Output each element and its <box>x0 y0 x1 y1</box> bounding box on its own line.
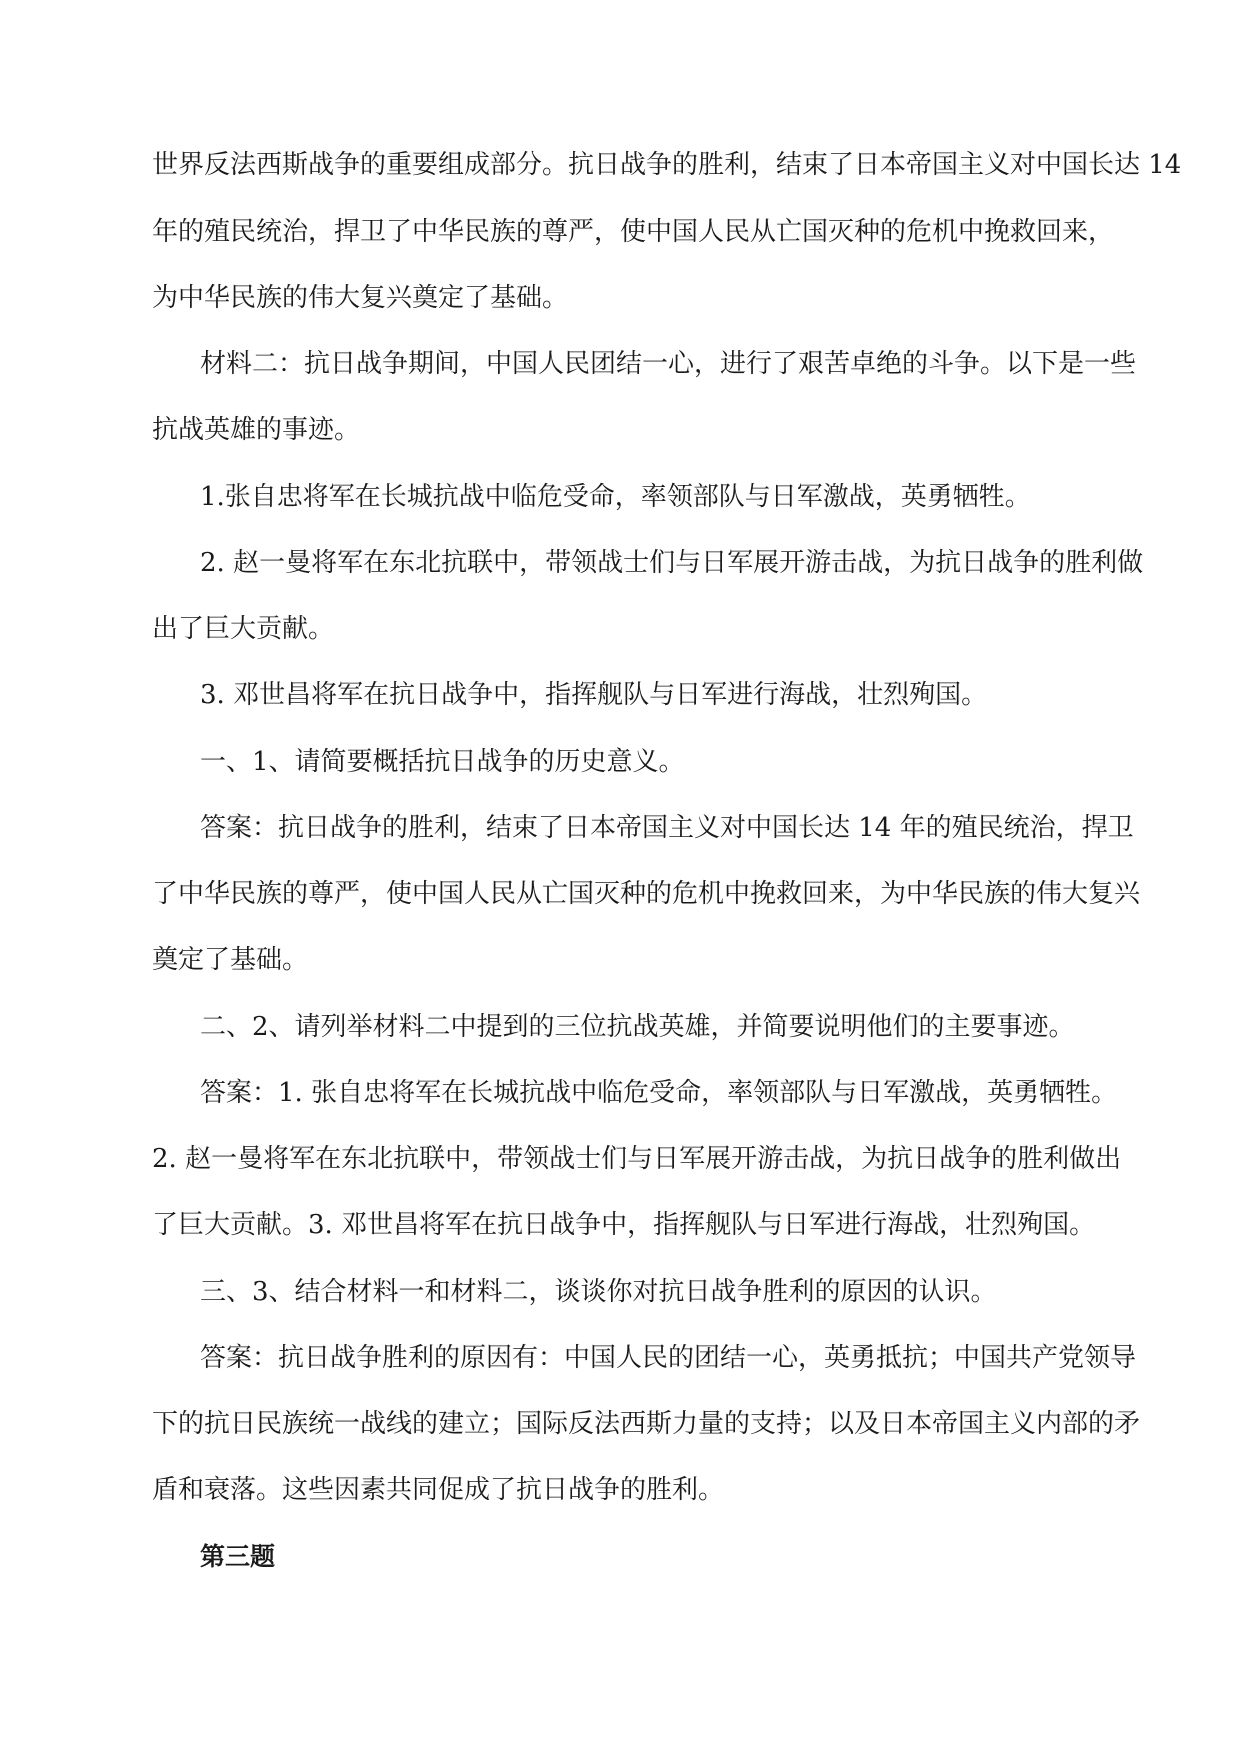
text-line: 出了巨大贡献。 <box>152 614 335 644</box>
hero-item-2: 2. 赵一曼将军在东北抗联中，带领战士们与日军展开游击战，为抗日战争的胜利做 <box>200 548 1144 578</box>
material-two-line: 材料二：抗日战争期间，中国人民团结一心，进行了艰苦卓绝的斗争。以下是一些 <box>200 349 1137 379</box>
section-heading: 第三题 <box>200 1542 276 1571</box>
text-line: 奠定了基础。 <box>152 945 309 975</box>
hero-item-1: 1.张自忠将军在长城抗战中临危受命，率领部队与日军激战，英勇牺牲。 <box>200 482 1031 512</box>
text-line: 抗战英雄的事迹。 <box>152 415 361 445</box>
question-3: 三、3、结合材料一和材料二，谈谈你对抗日战争胜利的原因的认识。 <box>200 1277 997 1307</box>
question-2: 二、2、请列举材料二中提到的三位抗战英雄，并简要说明他们的主要事迹。 <box>200 1012 1075 1042</box>
question-1: 一、1、请简要概括抗日战争的历史意义。 <box>200 747 685 777</box>
text-line: 世界反法西斯战争的重要组成部分。抗日战争的胜利，结束了日本帝国主义对中国长达 14 <box>152 150 1182 180</box>
text-line: 了巨大贡献。3. 邓世昌将军在抗日战争中，指挥舰队与日军进行海战，壮烈殉国。 <box>152 1210 1096 1240</box>
text-line: 为中华民族的伟大复兴奠定了基础。 <box>152 283 569 313</box>
text-line: 年的殖民统治，捍卫了中华民族的尊严，使中国人民从亡国灭种的危机中挽救回来， <box>152 217 1115 247</box>
text-line: 下的抗日民族统一战线的建立；国际反法西斯力量的支持；以及日本帝国主义内部的矛 <box>152 1409 1141 1439</box>
answer-1: 答案：抗日战争的胜利，结束了日本帝国主义对中国长达 14 年的殖民统治，捍卫 <box>200 813 1134 843</box>
answer-2: 答案：1. 张自忠将军在长城抗战中临危受命，率领部队与日军激战，英勇牺牲。 <box>200 1078 1118 1108</box>
answer-3: 答案：抗日战争胜利的原因有：中国人民的团结一心，英勇抵抗；中国共产党领导 <box>200 1343 1137 1373</box>
text-line: 盾和衰落。这些因素共同促成了抗日战争的胜利。 <box>152 1475 725 1505</box>
hero-item-3: 3. 邓世昌将军在抗日战争中，指挥舰队与日军进行海战，壮烈殉国。 <box>200 680 988 710</box>
text-line: 2. 赵一曼将军在东北抗联中，带领战士们与日军展开游击战，为抗日战争的胜利做出 <box>152 1144 1122 1174</box>
text-line: 了中华民族的尊严，使中国人民从亡国灭种的危机中挽救回来，为中华民族的伟大复兴 <box>152 879 1141 909</box>
